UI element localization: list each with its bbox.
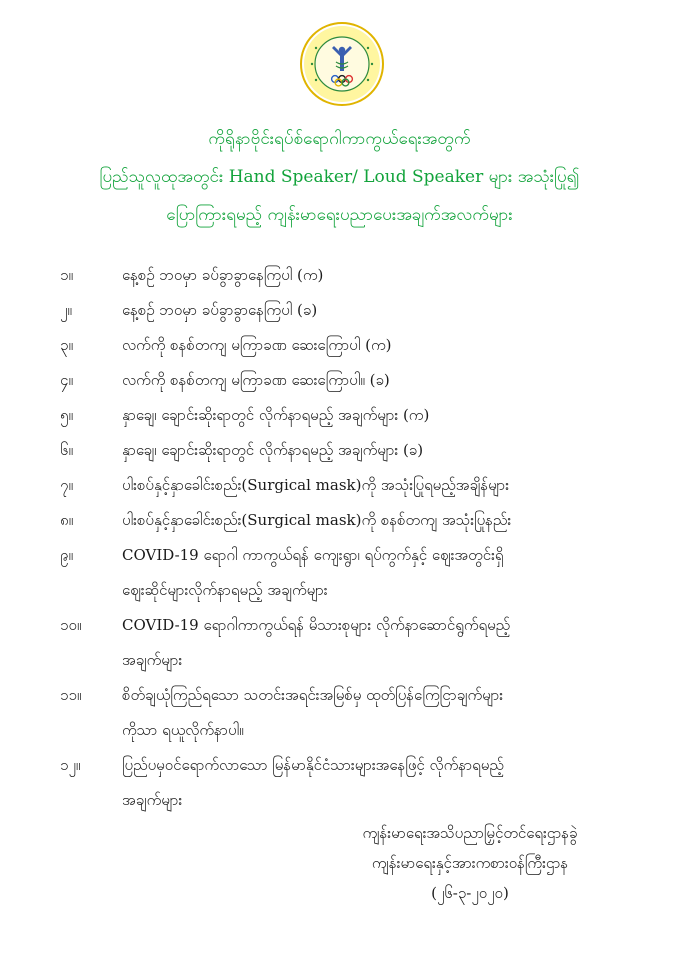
item-text: စိတ်ချယုံကြည်ရသော သတင်းအရင်းအမြစ်မှ ထုတ်ပြန်ကြေငြာချက်များ xyxy=(122,686,504,704)
list-item xyxy=(60,503,660,538)
item-text: COVID-19 ရောဂါ ကာကွယ်ရန် ကျေးရွာ၊ ရပ်ကွက်နှင့် ဈေးအတွင်းရှိ xyxy=(122,546,504,564)
item-number: ၁၁။ xyxy=(60,686,82,704)
issuer-signature xyxy=(300,818,640,908)
item-text: COVID-19 ရောဂါကာကွယ်ရန် မိသားစုများ လိုက်နာဆောင်ရွက်ရမည့် xyxy=(122,616,511,634)
ministry-of-health-and-sports-seal-icon xyxy=(300,22,384,106)
item-text: လက်ကို စနစ်တကျ မကြာခဏ ဆေးကြောပါ (က) xyxy=(122,336,392,354)
ministry-logo xyxy=(300,22,384,106)
item-text: နေ့စဉ် ဘဝမှာ ခပ်ခွာခွာနေကြပါ (က) xyxy=(122,266,324,284)
item-number: ၃။ xyxy=(60,336,73,354)
list-item xyxy=(60,293,660,328)
item-text-continued: အချက်များ xyxy=(122,791,183,809)
item-text-continued: အချက်များ xyxy=(122,651,183,669)
title-line-2: ပြည်သူလူထုအတွင်း Hand Speaker/ Loud Speaker များ အသုံးပြု၍ xyxy=(99,167,580,187)
list-item xyxy=(60,608,660,678)
list-item xyxy=(60,468,660,503)
item-text-continued: ဈေးဆိုင်များလိုက်နာရမည့် အချက်များ xyxy=(122,581,328,599)
item-text: ပါးစပ်နှင့်နှာခေါင်းစည်း(Surgical mask)ကို စနစ်တကျ အသုံးပြုနည်း xyxy=(122,511,512,529)
title-line-3: ပြောကြားရမည့် ကျန်းမာရေးပညာပေးအချက်အလက်များ xyxy=(166,205,513,225)
list-item xyxy=(60,433,660,468)
item-text: နေ့စဉ် ဘဝမှာ ခပ်ခွာခွာနေကြပါ (ခ) xyxy=(122,301,318,319)
item-text: နှာချေ၊ ချောင်းဆိုးရာတွင် လိုက်နာရမည့် အချက်များ (ခ) xyxy=(122,441,424,459)
list-item xyxy=(60,258,660,293)
guidance-list xyxy=(60,258,660,818)
list-item xyxy=(60,328,660,363)
list-item xyxy=(60,538,660,608)
list-item xyxy=(60,748,660,818)
item-text: ပြည်ပမှဝင်ရောက်လာသော မြန်မာနိုင်ငံသားများအနေဖြင့် လိုက်နာရမည့် xyxy=(122,756,504,774)
item-text: ပါးစပ်နှင့်နှာခေါင်းစည်း(Surgical mask)ကို အသုံးပြုရမည့်အချိန်များ xyxy=(122,476,510,494)
issuer-department: ကျန်းမာရေးအသိပညာမြှင့်တင်ရေးဌာနခွဲ xyxy=(362,824,578,842)
item-number: ၅။ xyxy=(60,406,73,424)
list-item xyxy=(60,398,660,433)
list-item xyxy=(60,678,660,748)
item-number: ၉။ xyxy=(60,546,73,564)
issuer-ministry: ကျန်းမာရေးနှင့်အားကစားဝန်ကြီးဌာန xyxy=(371,854,569,872)
item-text: လက်ကို စနစ်တကျ မကြာခဏ ဆေးကြောပါ။ (ခ) xyxy=(122,371,390,389)
issue-date: (၂၆-၃-၂၀၂၀) xyxy=(431,884,509,902)
item-text: နှာချေ၊ ချောင်းဆိုးရာတွင် လိုက်နာရမည့် အချက်များ (က) xyxy=(122,406,430,424)
item-number: ၁။ xyxy=(60,266,73,284)
item-number: ၇။ xyxy=(60,476,73,494)
list-item xyxy=(60,363,660,398)
item-number: ၁၀။ xyxy=(60,616,82,634)
item-number: ၄။ xyxy=(60,371,73,389)
item-number: ၁၂။ xyxy=(60,756,81,774)
title-line-1: ကိုရိုနာဗိုင်းရပ်စ်ရောဂါကာကွယ်ရေးအတွက် xyxy=(208,129,471,149)
document-title xyxy=(0,120,679,234)
item-number: ၆။ xyxy=(60,441,73,459)
item-text-continued: ကိုသာ ရယူလိုက်နာပါ။ xyxy=(122,721,244,739)
item-number: ၈။ xyxy=(60,511,74,529)
item-number: ၂။ xyxy=(60,301,72,319)
